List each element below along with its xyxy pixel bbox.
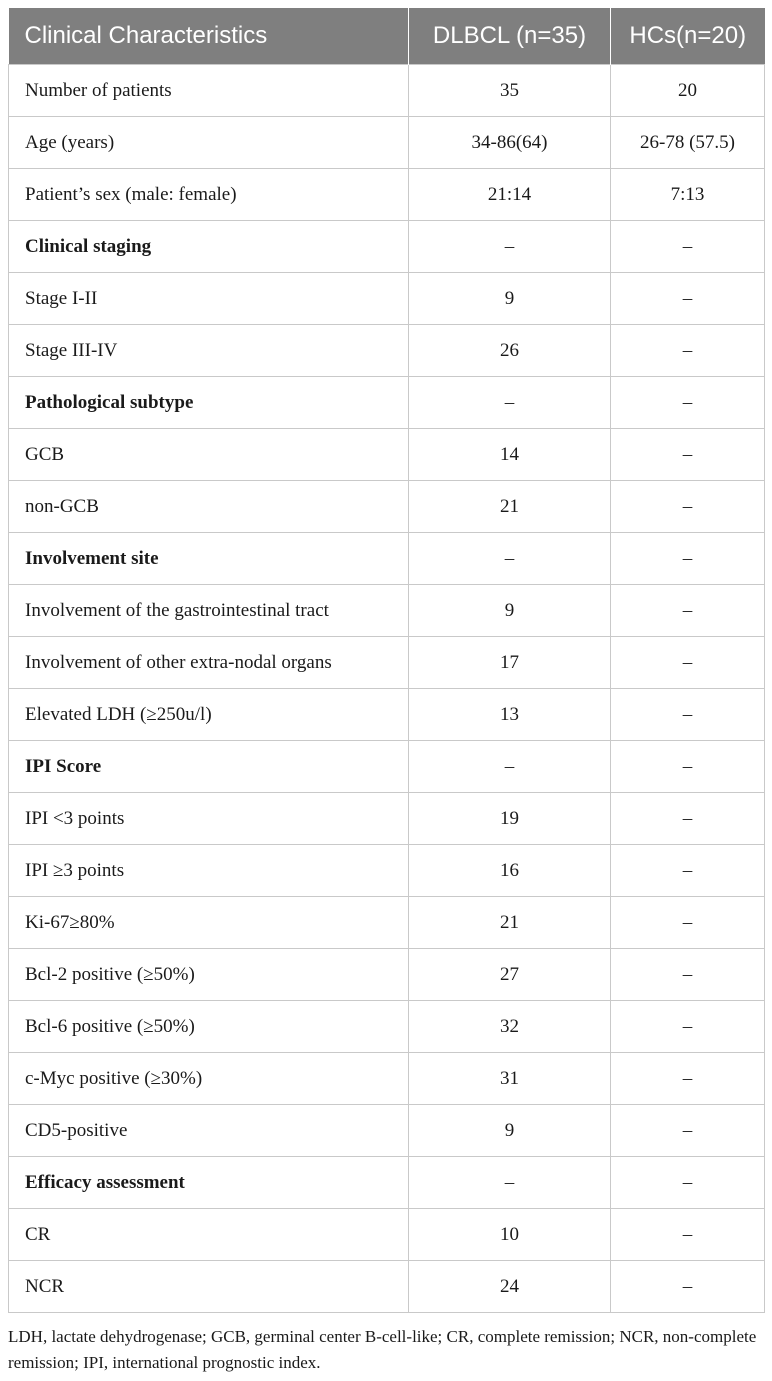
dlbcl-value: 27: [409, 949, 611, 1001]
table-row: [9, 1261, 765, 1313]
row-label: Stage I-II: [9, 273, 409, 325]
hcs-value: –: [611, 1261, 765, 1313]
table-body: [9, 65, 765, 1313]
table-row: [9, 273, 765, 325]
table-footnote: LDH, lactate dehydrogenase; GCB, germinal center B-cell-like; CR, complete remission; NCR, non-complete remission; IPI, international prognostic index.: [8, 1327, 757, 1372]
hcs-value: –: [611, 637, 765, 689]
table-row: [9, 689, 765, 741]
table-row: [9, 429, 765, 481]
section-row: [9, 533, 765, 585]
table-row: [9, 481, 765, 533]
table-row: [9, 117, 765, 169]
row-label: IPI <3 points: [9, 793, 409, 845]
header-clinical-characteristics: Clinical Characteristics: [9, 8, 409, 65]
hcs-value: –: [611, 533, 765, 585]
dlbcl-value: 32: [409, 1001, 611, 1053]
dlbcl-value: 9: [409, 273, 611, 325]
row-label: GCB: [9, 429, 409, 481]
hcs-value: –: [611, 585, 765, 637]
row-label: Involvement site: [9, 533, 409, 585]
dlbcl-value: 26: [409, 325, 611, 377]
row-label: Age (years): [9, 117, 409, 169]
section-row: [9, 221, 765, 273]
table-row: [9, 169, 765, 221]
row-label: NCR: [9, 1261, 409, 1313]
dlbcl-value: 13: [409, 689, 611, 741]
dlbcl-value: 9: [409, 585, 611, 637]
hcs-value: 26-78 (57.5): [611, 117, 765, 169]
dlbcl-value: 10: [409, 1209, 611, 1261]
hcs-value: –: [611, 377, 765, 429]
section-row: [9, 1157, 765, 1209]
hcs-value: 20: [611, 65, 765, 117]
table-header-row: [9, 8, 765, 65]
table-row: [9, 325, 765, 377]
dlbcl-value: 17: [409, 637, 611, 689]
table-row: [9, 793, 765, 845]
dlbcl-value: 34-86(64): [409, 117, 611, 169]
table-row: [9, 897, 765, 949]
hcs-value: –: [611, 325, 765, 377]
hcs-value: –: [611, 1001, 765, 1053]
header-dlbcl: DLBCL (n=35): [409, 8, 611, 65]
table-row: [9, 1001, 765, 1053]
row-label: CR: [9, 1209, 409, 1261]
table-row: [9, 1209, 765, 1261]
dlbcl-value: –: [409, 1157, 611, 1209]
row-label: CD5-positive: [9, 1105, 409, 1157]
dlbcl-value: 9: [409, 1105, 611, 1157]
dlbcl-value: 14: [409, 429, 611, 481]
hcs-value: –: [611, 221, 765, 273]
hcs-value: –: [611, 1053, 765, 1105]
table-row: [9, 1053, 765, 1105]
table-row: [9, 949, 765, 1001]
dlbcl-value: 16: [409, 845, 611, 897]
table-row: [9, 637, 765, 689]
row-label: IPI Score: [9, 741, 409, 793]
dlbcl-value: –: [409, 533, 611, 585]
row-label: Involvement of other extra-nodal organs: [9, 637, 409, 689]
dlbcl-value: 21:14: [409, 169, 611, 221]
hcs-value: –: [611, 689, 765, 741]
clinical-characteristics-table: [8, 8, 765, 1313]
hcs-value: –: [611, 845, 765, 897]
dlbcl-value: 21: [409, 481, 611, 533]
row-label: Number of patients: [9, 65, 409, 117]
hcs-value: 7:13: [611, 169, 765, 221]
dlbcl-value: –: [409, 221, 611, 273]
hcs-value: –: [611, 897, 765, 949]
hcs-value: –: [611, 1157, 765, 1209]
row-label: Stage III-IV: [9, 325, 409, 377]
hcs-value: –: [611, 793, 765, 845]
hcs-value: –: [611, 1105, 765, 1157]
row-label: Elevated LDH (≥250u/l): [9, 689, 409, 741]
table-row: [9, 65, 765, 117]
hcs-value: –: [611, 429, 765, 481]
dlbcl-value: 35: [409, 65, 611, 117]
dlbcl-value: 24: [409, 1261, 611, 1313]
hcs-value: –: [611, 949, 765, 1001]
dlbcl-value: –: [409, 377, 611, 429]
row-label: Involvement of the gastrointestinal tract: [9, 585, 409, 637]
table-row: [9, 845, 765, 897]
hcs-value: –: [611, 273, 765, 325]
dlbcl-value: 21: [409, 897, 611, 949]
hcs-value: –: [611, 481, 765, 533]
characteristics-table-container: [8, 8, 764, 1313]
dlbcl-value: 31: [409, 1053, 611, 1105]
row-label: c-Myc positive (≥30%): [9, 1053, 409, 1105]
table-row: [9, 585, 765, 637]
section-row: [9, 377, 765, 429]
row-label: Bcl-2 positive (≥50%): [9, 949, 409, 1001]
section-row: [9, 741, 765, 793]
header-hcs: HCs(n=20): [611, 8, 765, 65]
table-row: [9, 1105, 765, 1157]
hcs-value: –: [611, 741, 765, 793]
row-label: Patient’s sex (male: female): [9, 169, 409, 221]
row-label: non-GCB: [9, 481, 409, 533]
row-label: Efficacy assessment: [9, 1157, 409, 1209]
row-label: Pathological subtype: [9, 377, 409, 429]
hcs-value: –: [611, 1209, 765, 1261]
row-label: Clinical staging: [9, 221, 409, 273]
row-label: Bcl-6 positive (≥50%): [9, 1001, 409, 1053]
row-label: Ki-67≥80%: [9, 897, 409, 949]
row-label: IPI ≥3 points: [9, 845, 409, 897]
dlbcl-value: –: [409, 741, 611, 793]
dlbcl-value: 19: [409, 793, 611, 845]
